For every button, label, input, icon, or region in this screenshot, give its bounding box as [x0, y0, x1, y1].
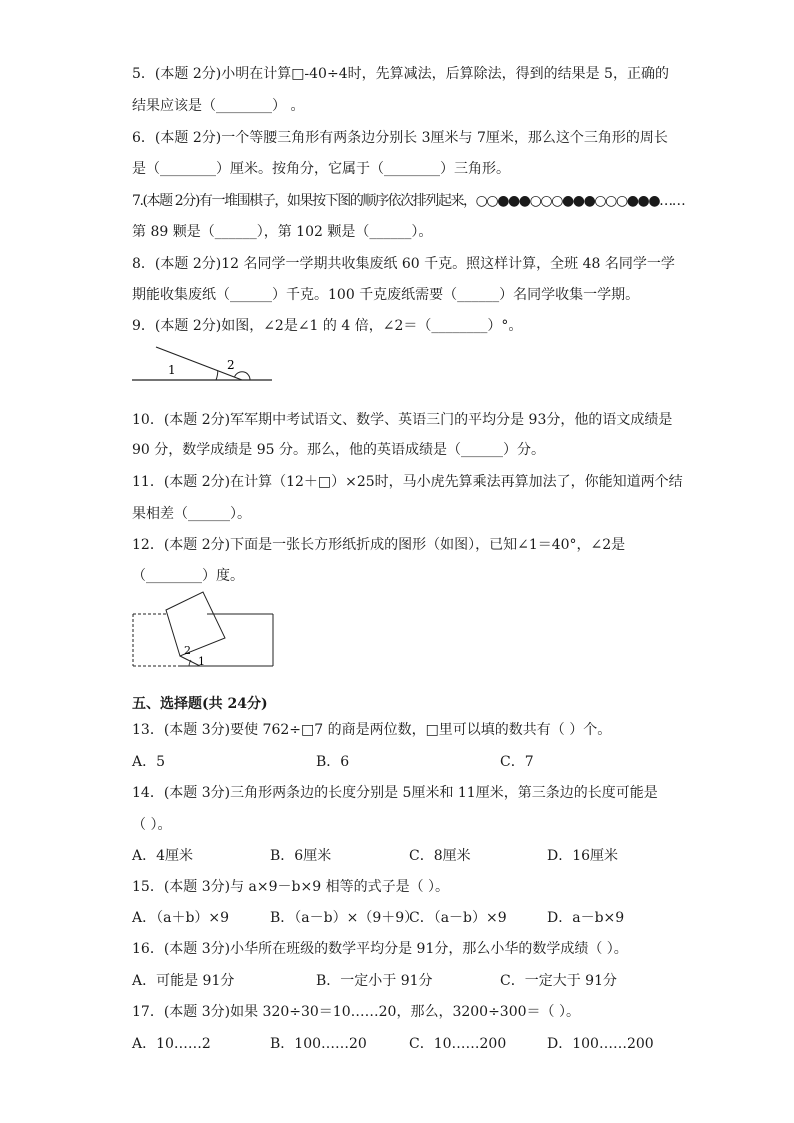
q9-label-angle1: 1 [168, 363, 176, 377]
q16-text-line1: 16．(本题 3分)小华所在班级的数学平均分是 91分，那么小华的数学成绩（ ）。 [132, 941, 628, 957]
q15-option-d[interactable]: D．a－b×9 [547, 910, 625, 926]
q14-text-line1: 14．(本题 3分)三角形两条边的长度分别是 5厘米和 11厘米，第三条边的长度可能是 [132, 785, 658, 801]
q7-text-line2: 第 89 颗是（______），第 102 颗是（______）。 [132, 224, 433, 240]
q12-label-angle2: 2 [184, 644, 191, 657]
q13-option-b[interactable]: B．6 [316, 754, 350, 770]
q12-text-line1: 12．(本题 2分)下面是一张长方形纸折成的图形（如图），已知∠1＝40°，∠2是 [132, 537, 626, 553]
q14-option-c[interactable]: C．8厘米 [409, 848, 471, 864]
q17-option-c[interactable]: C．10……200 [409, 1036, 507, 1052]
q15-option-c[interactable]: C．（a－b）×9 [409, 910, 507, 926]
q11-text-line2: 果相差（______）。 [132, 506, 251, 522]
q16-option-c[interactable]: C．一定大于 91分 [500, 973, 617, 989]
q8-text-line2: 期能收集废纸（______）千克。100 千克废纸需要（______）名同学收集一学期。 [132, 287, 640, 303]
q16-option-b[interactable]: B．一定小于 91分 [316, 973, 433, 989]
q13-text-line1: 13．(本题 3分)要使 762÷□7 的商是两位数，□里可以填的数共有（ ）个。 [132, 722, 612, 738]
q13-option-c[interactable]: C．7 [500, 754, 534, 770]
q14-option-b[interactable]: B．6厘米 [270, 848, 332, 864]
q15-option-b[interactable]: B．（a－b）×（9＋9） [270, 910, 419, 926]
q12-text-line2: （________）度。 [132, 568, 244, 584]
q14-text-line2: （ ）。 [132, 817, 172, 833]
q14-option-a[interactable]: A．4厘米 [132, 848, 194, 864]
q7-text-line1: 7.(本题 2分)有一堆围棋子，如果按下图的顺序依次排列起来，○○●●●○○○●●●○○○●●●…… [132, 193, 685, 209]
q10-text-line1: 10．(本题 2分)军军期中考试语文、数学、英语三门的平均分是 93分，他的语文成绩是 [132, 412, 673, 428]
q9-label-angle2: 2 [227, 358, 235, 372]
q5-text-line2: 结果应该是（________） 。 [132, 98, 305, 114]
q15-text-line1: 15．(本题 3分)与 a×9－b×9 相等的式子是（ ）。 [132, 879, 450, 895]
q9-angle-figure [130, 344, 275, 384]
q5-text-line1: 5．(本题 2分)小明在计算□-40÷4时，先算减法，后算除法，得到的结果是 5，正确的 [132, 66, 669, 82]
q9-text-line1: 9．(本题 2分)如图，∠2是∠1 的 4 倍，∠2＝（________）°。 [132, 318, 523, 334]
q17-text-line1: 17．(本题 3分)如果 320÷30＝10……20，那么，3200÷300＝（ ）。 [132, 1004, 580, 1020]
q12-label-angle1: 1 [198, 655, 205, 668]
q17-option-d[interactable]: D．100……200 [547, 1036, 654, 1052]
q13-option-a[interactable]: A．5 [132, 754, 166, 770]
q17-option-b[interactable]: B．100……20 [270, 1036, 367, 1052]
q17-option-a[interactable]: A．10……2 [132, 1036, 211, 1052]
q16-option-a[interactable]: A．可能是 91分 [132, 973, 235, 989]
q14-option-d[interactable]: D．16厘米 [547, 848, 619, 864]
q12-folded-paper-figure [130, 590, 278, 670]
q15-option-a[interactable]: A．（a＋b）×9 [132, 910, 230, 926]
q8-text-line1: 8．(本题 2分)12 名同学一学期共收集废纸 60 千克。照这样计算，全班 48 名同学一学 [132, 256, 675, 272]
section-5-heading: 五、选择题(共 24分) [132, 696, 268, 712]
q10-text-line2: 90 分，数学成绩是 95 分。那么，他的英语成绩是（______）分。 [132, 442, 545, 458]
q6-text-line1: 6．(本题 2分)一个等腰三角形有两条边分别长 3厘米与 7厘米，那么这个三角形的周长 [132, 130, 668, 146]
q11-text-line1: 11．(本题 2分)在计算（12＋□）×25时，马小虎先算乘法再算加法了，你能知道两个结 [132, 474, 683, 490]
q6-text-line2: 是（________）厘米。按角分，它属于（________）三角形。 [132, 161, 510, 177]
